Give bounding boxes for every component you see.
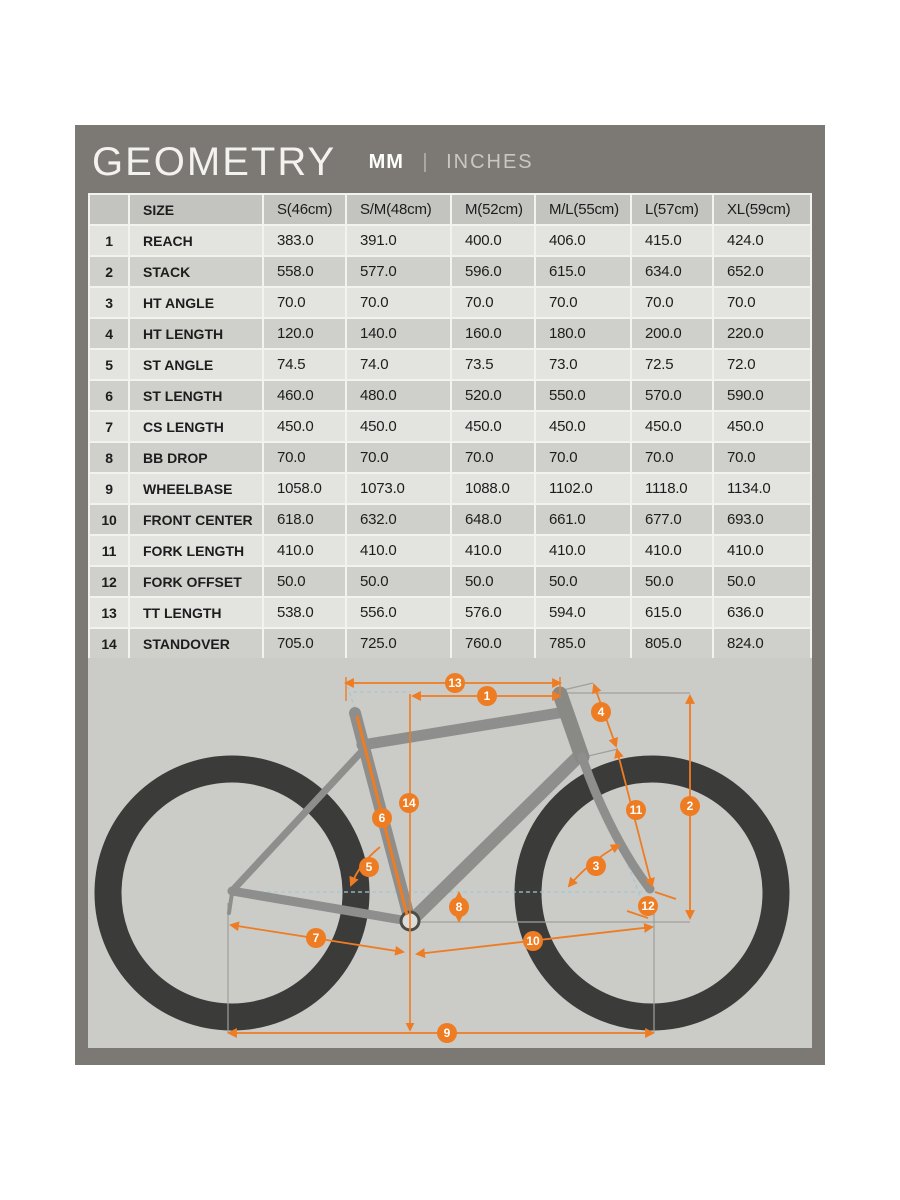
- value-cell: 415.0: [631, 225, 713, 256]
- row-label-cell: HT ANGLE: [129, 287, 263, 318]
- value-cell: 70.0: [346, 442, 451, 473]
- table-row: [89, 349, 811, 380]
- value-cell: 632.0: [346, 504, 451, 535]
- value-cell: 74.5: [263, 349, 346, 380]
- dim-fork-offset: [655, 892, 676, 899]
- value-cell: 410.0: [263, 535, 346, 566]
- row-number-cell: 13: [89, 597, 129, 628]
- value-cell: 70.0: [263, 287, 346, 318]
- value-cell: 577.0: [346, 256, 451, 287]
- callout-badge-14: 14: [399, 793, 419, 813]
- value-cell: 383.0: [263, 225, 346, 256]
- value-cell: 140.0: [346, 318, 451, 349]
- value-cell: 634.0: [631, 256, 713, 287]
- geometry-table: [88, 193, 812, 660]
- row-number-cell: 12: [89, 566, 129, 597]
- row-number-cell: 7: [89, 411, 129, 442]
- table-row: [89, 597, 811, 628]
- table-row: [89, 380, 811, 411]
- value-cell: 70.0: [451, 442, 535, 473]
- value-cell: 705.0: [263, 628, 346, 659]
- value-cell: 590.0: [713, 380, 811, 411]
- row-number-cell: 5: [89, 349, 129, 380]
- value-cell: 72.0: [713, 349, 811, 380]
- corner-header-cell: [89, 194, 129, 225]
- top-tube: [362, 712, 565, 745]
- value-cell: 1118.0: [631, 473, 713, 504]
- value-cell: 450.0: [535, 411, 631, 442]
- value-cell: 450.0: [713, 411, 811, 442]
- callout-badge-9: 9: [437, 1023, 457, 1043]
- bike-diagram: [88, 658, 812, 1048]
- callout-badge-12: 12: [638, 896, 658, 916]
- value-cell: 160.0: [451, 318, 535, 349]
- row-number-cell: 4: [89, 318, 129, 349]
- unit-toggle-mm[interactable]: MM: [368, 151, 404, 173]
- value-cell: 450.0: [346, 411, 451, 442]
- table-row: [89, 504, 811, 535]
- row-label-cell: BB DROP: [129, 442, 263, 473]
- value-cell: 520.0: [451, 380, 535, 411]
- value-cell: 618.0: [263, 504, 346, 535]
- title-row: [92, 138, 534, 188]
- row-label-cell: FORK LENGTH: [129, 535, 263, 566]
- value-cell: 1058.0: [263, 473, 346, 504]
- value-cell: 558.0: [263, 256, 346, 287]
- callout-badge-3: 3: [586, 856, 606, 876]
- unit-divider: |: [422, 151, 428, 173]
- callout-badge-5: 5: [359, 857, 379, 877]
- callout-badge-8: 8: [449, 897, 469, 917]
- value-cell: 480.0: [346, 380, 451, 411]
- row-number-cell: 1: [89, 225, 129, 256]
- value-cell: 180.0: [535, 318, 631, 349]
- geometry-panel: [75, 125, 825, 1065]
- value-cell: 410.0: [346, 535, 451, 566]
- value-cell: 550.0: [535, 380, 631, 411]
- value-cell: 50.0: [535, 566, 631, 597]
- value-cell: 450.0: [263, 411, 346, 442]
- table-row: [89, 256, 811, 287]
- value-cell: 50.0: [713, 566, 811, 597]
- row-number-cell: 10: [89, 504, 129, 535]
- value-cell: 450.0: [631, 411, 713, 442]
- value-cell: 652.0: [713, 256, 811, 287]
- row-label-cell: ST ANGLE: [129, 349, 263, 380]
- value-cell: 50.0: [451, 566, 535, 597]
- table-row: [89, 535, 811, 566]
- value-cell: 1088.0: [451, 473, 535, 504]
- value-cell: 648.0: [451, 504, 535, 535]
- value-cell: 50.0: [263, 566, 346, 597]
- table-row: [89, 287, 811, 318]
- value-cell: 70.0: [535, 287, 631, 318]
- row-label-cell: HT LENGTH: [129, 318, 263, 349]
- value-cell: 570.0: [631, 380, 713, 411]
- row-number-cell: 11: [89, 535, 129, 566]
- value-cell: 73.5: [451, 349, 535, 380]
- row-label-cell: REACH: [129, 225, 263, 256]
- value-cell: 120.0: [263, 318, 346, 349]
- value-cell: 200.0: [631, 318, 713, 349]
- row-number-cell: 6: [89, 380, 129, 411]
- value-cell: 661.0: [535, 504, 631, 535]
- value-cell: 538.0: [263, 597, 346, 628]
- value-cell: 1102.0: [535, 473, 631, 504]
- value-cell: 74.0: [346, 349, 451, 380]
- value-cell: 70.0: [263, 442, 346, 473]
- row-number-cell: 14: [89, 628, 129, 659]
- size-column-header: S/M(48cm): [346, 194, 451, 225]
- size-column-header: XL(59cm): [713, 194, 811, 225]
- value-cell: 70.0: [631, 287, 713, 318]
- value-cell: 1134.0: [713, 473, 811, 504]
- row-label-cell: TT LENGTH: [129, 597, 263, 628]
- value-cell: 450.0: [451, 411, 535, 442]
- row-label-cell: FORK OFFSET: [129, 566, 263, 597]
- value-cell: 406.0: [535, 225, 631, 256]
- value-cell: 615.0: [631, 597, 713, 628]
- bike-diagram-svg: [88, 658, 812, 1048]
- geometry-table-head: [89, 194, 811, 225]
- value-cell: 636.0: [713, 597, 811, 628]
- row-number-cell: 8: [89, 442, 129, 473]
- head-tube: [560, 694, 582, 757]
- size-column-header: L(57cm): [631, 194, 713, 225]
- table-row: [89, 318, 811, 349]
- value-cell: 50.0: [346, 566, 451, 597]
- value-cell: 615.0: [535, 256, 631, 287]
- reference-lines: [228, 683, 690, 1033]
- value-cell: 805.0: [631, 628, 713, 659]
- unit-toggle: [369, 140, 534, 186]
- value-cell: 410.0: [451, 535, 535, 566]
- value-cell: 70.0: [713, 442, 811, 473]
- page-title: GEOMETRY: [92, 140, 337, 184]
- callout-badge-2: 2: [680, 796, 700, 816]
- value-cell: 594.0: [535, 597, 631, 628]
- value-cell: 785.0: [535, 628, 631, 659]
- row-label-cell: ST LENGTH: [129, 380, 263, 411]
- value-cell: 410.0: [631, 535, 713, 566]
- value-cell: 1073.0: [346, 473, 451, 504]
- table-row: [89, 628, 811, 659]
- value-cell: 693.0: [713, 504, 811, 535]
- table-row: [89, 473, 811, 504]
- callout-badge-4: 4: [591, 702, 611, 722]
- value-cell: 725.0: [346, 628, 451, 659]
- value-cell: 70.0: [346, 287, 451, 318]
- row-label-cell: STANDOVER: [129, 628, 263, 659]
- value-cell: 70.0: [451, 287, 535, 318]
- value-cell: 70.0: [535, 442, 631, 473]
- value-cell: 460.0: [263, 380, 346, 411]
- value-cell: 72.5: [631, 349, 713, 380]
- size-column-header: S(46cm): [263, 194, 346, 225]
- value-cell: 220.0: [713, 318, 811, 349]
- callout-badge-13: 13: [445, 673, 465, 693]
- size-column-header: M(52cm): [451, 194, 535, 225]
- row-label-cell: WHEELBASE: [129, 473, 263, 504]
- row-number-cell: 3: [89, 287, 129, 318]
- size-header-cell: SIZE: [129, 194, 263, 225]
- value-cell: 410.0: [713, 535, 811, 566]
- table-row: [89, 225, 811, 256]
- row-number-cell: 2: [89, 256, 129, 287]
- value-cell: 760.0: [451, 628, 535, 659]
- callout-badge-6: 6: [372, 808, 392, 828]
- value-cell: 400.0: [451, 225, 535, 256]
- row-label-cell: FRONT CENTER: [129, 504, 263, 535]
- geometry-table-body: [89, 225, 811, 659]
- value-cell: 596.0: [451, 256, 535, 287]
- table-row: [89, 411, 811, 442]
- value-cell: 556.0: [346, 597, 451, 628]
- rear-hanger: [229, 893, 232, 913]
- value-cell: 677.0: [631, 504, 713, 535]
- table-row: [89, 566, 811, 597]
- callout-badge-10: 10: [523, 931, 543, 951]
- value-cell: 391.0: [346, 225, 451, 256]
- callout-badge-11: 11: [626, 800, 646, 820]
- size-column-header: M/L(55cm): [535, 194, 631, 225]
- callout-badge-1: 1: [477, 686, 497, 706]
- chainstay-tube: [232, 891, 408, 921]
- value-cell: 73.0: [535, 349, 631, 380]
- value-cell: 824.0: [713, 628, 811, 659]
- row-label-cell: STACK: [129, 256, 263, 287]
- value-cell: 424.0: [713, 225, 811, 256]
- value-cell: 50.0: [631, 566, 713, 597]
- unit-toggle-inches[interactable]: INCHES: [446, 151, 534, 173]
- bike-frame: [229, 694, 650, 921]
- value-cell: 576.0: [451, 597, 535, 628]
- table-row: [89, 442, 811, 473]
- value-cell: 410.0: [535, 535, 631, 566]
- row-label-cell: CS LENGTH: [129, 411, 263, 442]
- callout-badge-7: 7: [306, 928, 326, 948]
- row-number-cell: 9: [89, 473, 129, 504]
- value-cell: 70.0: [713, 287, 811, 318]
- value-cell: 70.0: [631, 442, 713, 473]
